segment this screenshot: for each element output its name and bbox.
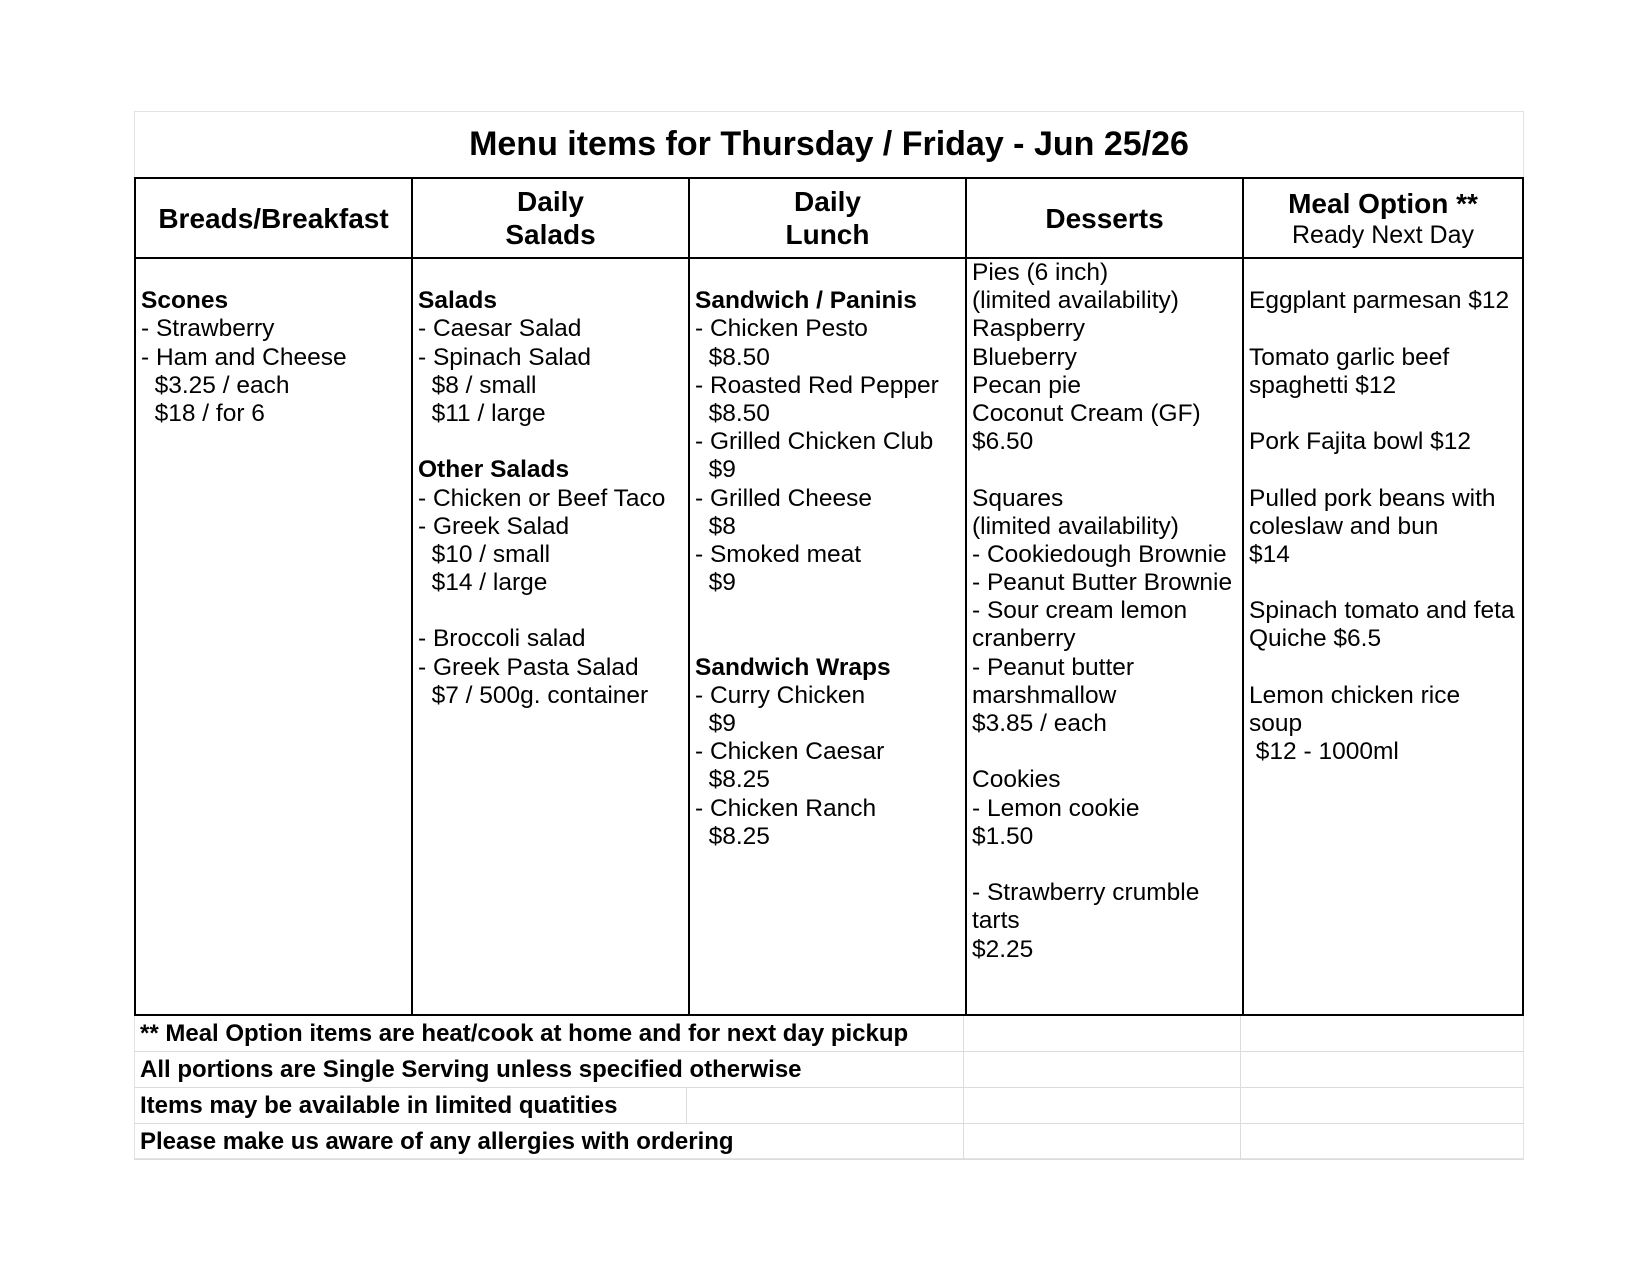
menu-line: cranberry [972,625,1076,653]
menu-line: $8.50 [695,343,770,371]
menu-line: spaghetti $12 [1249,371,1397,399]
gridline [963,1088,964,1124]
menu-line: $11 / large [418,399,546,427]
header-breads-label: Breads/Breakfast [158,202,389,234]
menu-line [972,851,1232,879]
menu-line [418,259,665,287]
menu-line: coleslaw and bun [1249,512,1439,540]
menu-line: - Lemon cookie [972,794,1140,822]
page-title: Menu items for Thursday / Friday - Jun 25/26 [469,125,1189,163]
column-breads [141,259,347,428]
menu-line: $3.85 / each [972,710,1107,737]
column-divider [411,179,413,1014]
header-meal-option [1244,179,1522,257]
note-row [134,1052,1524,1088]
section-heading: Sandwich / Paninis [695,287,917,315]
menu-line: Squares [972,484,1064,512]
menu-line: - Sour cream lemon [972,597,1188,625]
menu-line: - Chicken Caesar [695,738,885,766]
menu-line: - Strawberry crumble [972,879,1200,907]
menu-line: $18 / for 6 [141,399,265,427]
menu-line: soup [1249,710,1303,737]
note-row [134,1088,1524,1124]
menu-line: Raspberry [972,315,1086,343]
gridline [1240,1052,1241,1088]
menu-line: $8 [695,512,736,540]
menu-line: $14 / large [418,569,548,597]
menu-line: $8.25 [695,822,770,850]
menu-line: Coconut Cream (GF) [972,399,1201,427]
menu-line: $1.50 [972,822,1034,850]
section-heading: Sandwich Wraps [695,653,891,681]
header-breads [136,179,411,257]
header-desserts-label: Desserts [1045,202,1164,234]
column-desserts [972,259,1232,964]
menu-line: - Broccoli salad [418,625,586,653]
note-allergies: Please make us aware of any allergies with ordering [140,1128,734,1155]
gridline [963,1124,964,1160]
menu-line: $2.25 [972,935,1034,963]
menu-line: $9 [695,569,736,597]
menu-line: - Roasted Red Pepper [695,371,939,399]
menu-line: - Grilled Chicken Club [695,428,934,456]
menu-line: - Curry Chicken [695,681,866,709]
menu-line: - Grilled Cheese [695,484,873,512]
menu-line [1249,400,1515,428]
menu-line: Quiche $6.5 [1249,625,1382,653]
menu-line [1249,315,1515,343]
menu-line: - Greek Salad [418,512,570,540]
gridline [686,1088,687,1124]
column-meal-option [1249,259,1515,766]
column-divider [688,179,690,1014]
menu-line [141,259,347,287]
header-lunch-line2: Lunch [785,219,870,250]
menu-line: - Strawberry [141,315,275,343]
menu-line: $8 / small [418,371,537,399]
menu-line: - Peanut butter [972,653,1135,681]
menu-line [418,428,665,456]
menu-line: tarts [972,907,1020,935]
menu-line: (limited availability) [972,512,1179,540]
menu-line: Blueberry [972,343,1077,371]
header-meal-option-label: Meal Option ** [1288,187,1478,219]
menu-table [134,177,1524,1016]
note-row [134,1124,1524,1160]
column-divider [1242,179,1244,1014]
menu-line [972,456,1232,484]
menu-line [695,625,939,653]
menu-line: - Spinach Salad [418,343,591,371]
column-salads [418,259,665,710]
menu-line: $12 - 1000ml [1249,738,1399,766]
menu-line [1249,569,1515,597]
menu-line: Tomato garlic beef [1249,343,1450,371]
section-heading: Salads [418,287,497,315]
header-lunch-line1: Daily [794,186,861,217]
menu-line [418,597,665,625]
menu-line: - Chicken Ranch [695,794,877,822]
menu-line: Pies (6 inch) [972,259,1109,286]
header-meal-option-sub: Ready Next Day [1291,220,1475,249]
gridline [1240,1088,1241,1124]
menu-line: - Smoked meat [695,540,862,568]
menu-line: $6.50 [972,428,1034,456]
menu-line: $9 [695,710,736,737]
menu-line: $7 / 500g. container [418,681,649,709]
note-row [134,1016,1524,1052]
menu-line: - Peanut Butter Brownie [972,569,1233,597]
gridline [963,1016,964,1052]
menu-line: $8.50 [695,399,770,427]
menu-line: Pecan pie [972,371,1081,399]
header-salads [413,179,688,257]
menu-line [695,597,939,625]
header-salads-line1: Daily [517,186,584,217]
menu-line [695,259,939,287]
menu-line: $10 / small [418,540,551,568]
menu-line: (limited availability) [972,287,1179,315]
column-lunch [695,259,939,851]
menu-line: - Ham and Cheese [141,343,347,371]
menu-line: Pulled pork beans with [1249,484,1496,512]
header-desserts [967,179,1242,257]
menu-line [972,738,1232,766]
menu-line [1249,654,1515,682]
menu-line: Spinach tomato and feta [1249,597,1515,625]
column-divider [965,179,967,1014]
menu-line: - Chicken or Beef Taco [418,484,666,512]
note-limited: Items may be available in limited quatities [140,1092,618,1119]
note-meal-option: ** Meal Option items are heat/cook at home and for next day pickup [140,1020,909,1047]
header-salads-line2: Salads [505,219,596,250]
menu-line: Cookies [972,766,1061,794]
section-heading: Other Salads [418,456,570,484]
gridline [963,1052,964,1088]
menu-line: - Greek Pasta Salad [418,653,639,681]
menu-line [1249,456,1515,484]
menu-line: - Chicken Pesto [695,315,868,343]
menu-line [1249,259,1515,287]
menu-line: Eggplant parmesan $12 [1249,287,1510,315]
note-portions: All portions are Single Serving unless specified otherwise [140,1056,802,1083]
menu-line: - Cookiedough Brownie [972,540,1227,568]
menu-line: marshmallow [972,681,1117,709]
menu-line: Lemon chicken rice [1249,681,1461,709]
section-heading: Scones [141,287,229,315]
menu-line: Pork Fajita bowl $12 [1249,428,1471,456]
menu-line: $9 [695,456,736,484]
gridline [1240,1016,1241,1052]
menu-line: $3.25 / each [141,371,290,399]
gridline [1240,1124,1241,1160]
menu-line: $8.25 [695,766,770,794]
header-lunch [690,179,965,257]
menu-line: - Caesar Salad [418,315,582,343]
menu-line: $14 [1249,540,1290,568]
